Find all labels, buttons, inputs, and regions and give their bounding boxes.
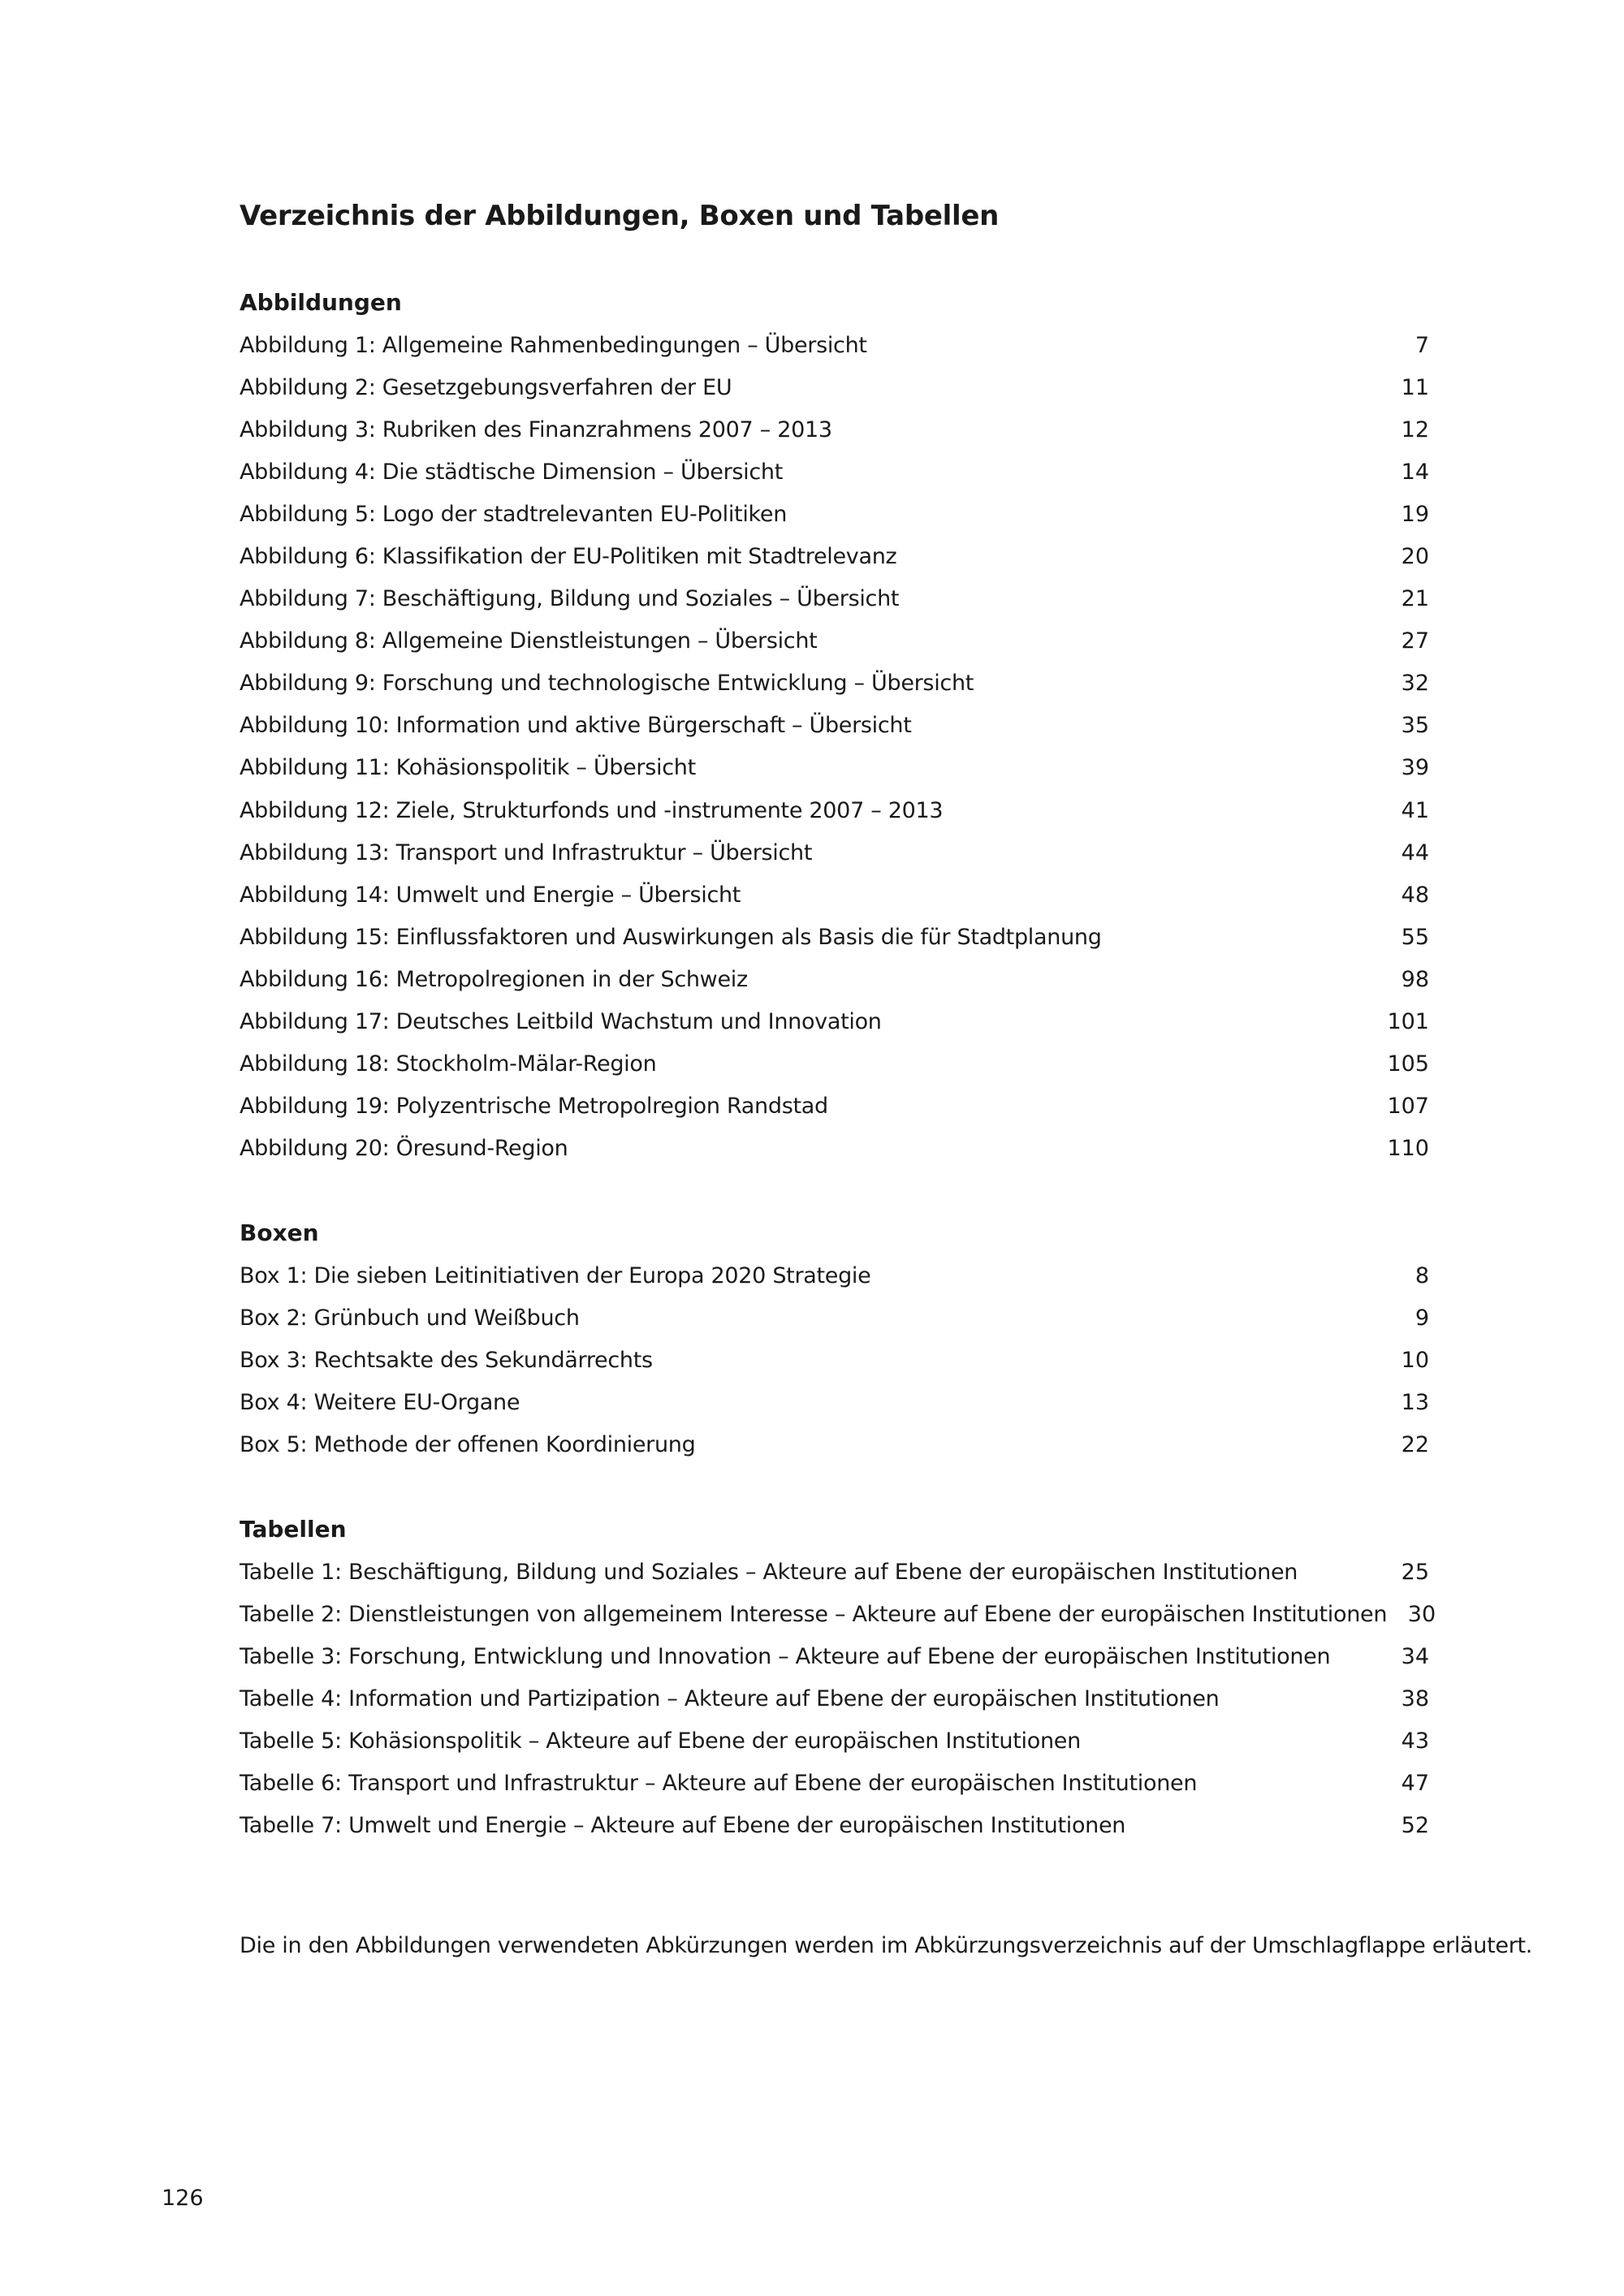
toc-entry-label: Box 2: Grünbuch und Weißbuch <box>240 1305 580 1331</box>
toc-entry <box>240 1805 1429 1847</box>
toc-entry <box>240 1254 1429 1297</box>
toc-entry-label: Tabelle 7: Umwelt und Energie – Akteure auf Ebene der europäischen Institutionen <box>240 1813 1126 1839</box>
toc-entry-label: Box 3: Rechtsakte des Sekundärrechts <box>240 1347 653 1373</box>
toc-entry-page-number: 25 <box>1401 1559 1429 1585</box>
toc-entry-page-number: 20 <box>1401 544 1429 570</box>
toc-entry <box>240 705 1429 747</box>
toc-entry-page-number: 12 <box>1401 416 1429 442</box>
toc-entry-label: Abbildung 3: Rubriken des Finanzrahmens 2007 – 2013 <box>240 416 832 442</box>
toc-entry-label: Abbildung 13: Transport und Infrastruktur – Übersicht <box>240 839 813 865</box>
page-title: Verzeichnis der Abbildungen, Boxen und Tabellen <box>240 200 999 232</box>
section-tabellen <box>240 1508 1436 1847</box>
toc-entry-page-number: 9 <box>1415 1305 1429 1331</box>
toc-entry <box>240 1001 1429 1043</box>
toc-entry-label: Abbildung 4: Die städtische Dimension – Übersicht <box>240 459 784 485</box>
entry-list-abbildungen <box>240 324 1429 1170</box>
toc-entry-label: Abbildung 7: Beschäftigung, Bildung und Soziales – Übersicht <box>240 586 900 612</box>
toc-entry-page-number: 101 <box>1387 1009 1429 1035</box>
toc-entry-page-number: 32 <box>1401 671 1429 697</box>
toc-entry-page-number: 105 <box>1387 1051 1429 1077</box>
toc-entry-label: Abbildung 5: Logo der stadtrelevanten EU-Politiken <box>240 501 788 527</box>
toc-entry-page-number: 52 <box>1401 1813 1429 1839</box>
toc-entry-page-number: 14 <box>1401 459 1429 485</box>
toc-entry-label: Abbildung 19: Polyzentrische Metropolregion Randstad <box>240 1094 828 1120</box>
toc-entry <box>240 535 1429 577</box>
toc-entry-page-number: 30 <box>1407 1601 1436 1627</box>
toc-entry-page-number: 22 <box>1401 1431 1429 1457</box>
toc-entry <box>240 1593 1436 1635</box>
section-abbildungen <box>240 282 1429 1170</box>
toc-entry-page-number: 34 <box>1401 1643 1429 1669</box>
toc-entry-label: Tabelle 1: Beschäftigung, Bildung und Soziales – Akteure auf Ebene der europäischen Institutionen <box>240 1559 1298 1585</box>
toc-entry-page-number: 35 <box>1401 713 1429 739</box>
toc-entry-label: Tabelle 4: Information und Partizipation – Akteure auf Ebene der europäischen Institutionen <box>240 1685 1220 1711</box>
toc-entry <box>240 1677 1429 1720</box>
toc-entry <box>240 1381 1429 1423</box>
toc-entry <box>240 620 1429 662</box>
entry-list-boxen <box>240 1254 1429 1465</box>
toc-entry-page-number: 41 <box>1401 797 1429 823</box>
toc-entry <box>240 366 1429 408</box>
toc-entry-label: Box 4: Weitere EU-Organe <box>240 1389 520 1415</box>
toc-entry-label: Abbildung 11: Kohäsionspolitik – Übersicht <box>240 755 696 781</box>
toc-entry-label: Abbildung 6: Klassifikation der EU-Politiken mit Stadtrelevanz <box>240 544 897 570</box>
toc-entry-page-number: 19 <box>1401 501 1429 527</box>
toc-entry-label: Tabelle 6: Transport und Infrastruktur – Akteure auf Ebene der europäischen Institutionen <box>240 1771 1198 1797</box>
toc-entry-page-number: 39 <box>1401 755 1429 781</box>
toc-entry-page-number: 110 <box>1387 1136 1429 1162</box>
toc-entry-label: Abbildung 12: Ziele, Strukturfonds und -instrumente 2007 – 2013 <box>240 797 944 823</box>
toc-entry-page-number: 44 <box>1401 839 1429 865</box>
entry-list-tabellen <box>240 1551 1436 1847</box>
toc-entry-page-number: 27 <box>1401 628 1429 654</box>
toc-entry-label: Tabelle 5: Kohäsionspolitik – Akteure auf Ebene der europäischen Institutionen <box>240 1728 1081 1754</box>
page-number: 126 <box>162 2186 204 2211</box>
toc-entry <box>240 916 1429 958</box>
toc-entry-page-number: 107 <box>1387 1094 1429 1120</box>
toc-entry-label: Abbildung 17: Deutsches Leitbild Wachstum und Innovation <box>240 1009 882 1035</box>
toc-entry-label: Abbildung 18: Stockholm-Mälar-Region <box>240 1051 657 1077</box>
toc-entry-label: Abbildung 9: Forschung und technologische Entwicklung – Übersicht <box>240 671 974 697</box>
toc-entry <box>240 1423 1429 1465</box>
toc-entry <box>240 1128 1429 1170</box>
toc-entry <box>240 1297 1429 1339</box>
section-heading-abbildungen: Abbildungen <box>240 289 402 316</box>
toc-entry-page-number: 38 <box>1401 1685 1429 1711</box>
toc-entry <box>240 1043 1429 1085</box>
toc-entry-page-number: 10 <box>1401 1347 1429 1373</box>
toc-entry-label: Abbildung 20: Öresund-Region <box>240 1136 568 1162</box>
toc-entry <box>240 874 1429 916</box>
toc-entry-page-number: 98 <box>1401 966 1429 992</box>
toc-entry-label: Box 1: Die sieben Leitinitiativen der Europa 2020 Strategie <box>240 1262 871 1288</box>
toc-entry <box>240 958 1429 1000</box>
toc-entry-label: Abbildung 1: Allgemeine Rahmenbedingungen – Übersicht <box>240 332 867 358</box>
toc-entry-page-number: 7 <box>1415 332 1429 358</box>
toc-entry-label: Abbildung 2: Gesetzgebungsverfahren der EU <box>240 374 732 400</box>
section-boxen <box>240 1212 1429 1465</box>
toc-entry-label: Abbildung 10: Information und aktive Bürgerschaft – Übersicht <box>240 713 912 739</box>
toc-entry <box>240 1085 1429 1128</box>
toc-entry <box>240 662 1429 705</box>
toc-entry <box>240 451 1429 493</box>
toc-entry <box>240 747 1429 789</box>
toc-entry-label: Abbildung 15: Einflussfaktoren und Auswirkungen als Basis die für Stadtplanung <box>240 924 1102 950</box>
toc-entry-label: Abbildung 14: Umwelt und Energie – Übersicht <box>240 882 741 908</box>
toc-entry-page-number: 11 <box>1401 374 1429 400</box>
toc-entry-page-number: 48 <box>1401 882 1429 908</box>
toc-entry-page-number: 43 <box>1401 1728 1429 1754</box>
toc-entry-page-number: 13 <box>1401 1389 1429 1415</box>
toc-entry-label: Abbildung 16: Metropolregionen in der Schweiz <box>240 966 748 992</box>
toc-entry <box>240 1720 1429 1762</box>
toc-entry <box>240 1551 1429 1593</box>
toc-entry <box>240 831 1429 874</box>
toc-entry <box>240 1762 1429 1804</box>
toc-entry <box>240 408 1429 451</box>
toc-entry <box>240 578 1429 620</box>
toc-entry <box>240 789 1429 831</box>
toc-entry-label: Tabelle 3: Forschung, Entwicklung und Innovation – Akteure auf Ebene der europäischen Institutionen <box>240 1643 1331 1669</box>
toc-entry-label: Box 5: Methode der offenen Koordinierung <box>240 1431 696 1457</box>
toc-entry-page-number: 47 <box>1401 1771 1429 1797</box>
toc-entry <box>240 1635 1429 1677</box>
toc-entry-page-number: 8 <box>1415 1262 1429 1288</box>
toc-entry <box>240 324 1429 366</box>
section-heading-tabellen: Tabellen <box>240 1516 347 1543</box>
toc-entry-page-number: 21 <box>1401 586 1429 612</box>
section-heading-boxen: Boxen <box>240 1219 319 1246</box>
toc-entry <box>240 493 1429 535</box>
toc-entry-label: Tabelle 2: Dienstleistungen von allgemeinem Interesse – Akteure auf Ebene der europäischen Institutionen <box>240 1601 1388 1627</box>
toc-entry-page-number: 55 <box>1401 924 1429 950</box>
toc-entry-label: Abbildung 8: Allgemeine Dienstleistungen – Übersicht <box>240 628 818 654</box>
footnote: Die in den Abbildungen verwendeten Abkürzungen werden im Abkürzungsverzeichnis auf der Umschlagflappe erläutert. <box>240 1933 1533 1958</box>
toc-entry <box>240 1339 1429 1381</box>
